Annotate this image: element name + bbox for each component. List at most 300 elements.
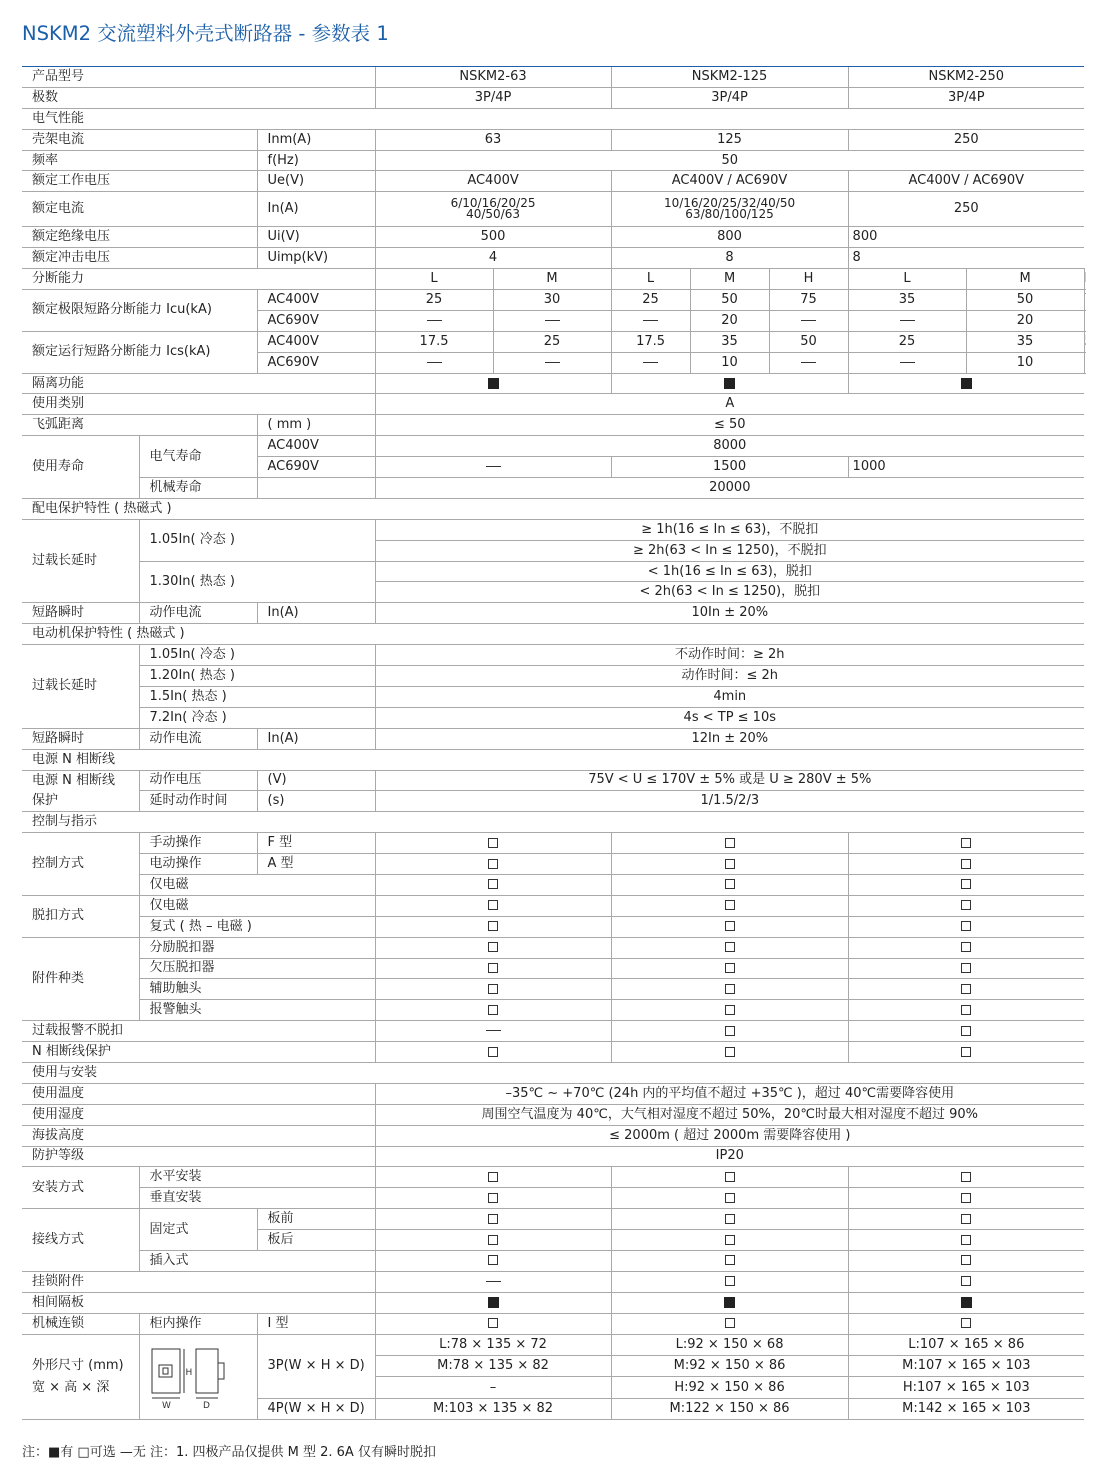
row-label: 仅电磁	[139, 874, 375, 895]
row-label: 使用湿度	[22, 1104, 375, 1125]
grade: M	[966, 269, 1084, 290]
section-header	[22, 749, 1085, 770]
none-mark	[611, 310, 690, 331]
row-label: 复式 ( 热 – 电磁 )	[139, 916, 375, 937]
optional-mark	[848, 874, 1084, 895]
table-row	[22, 979, 1085, 1000]
cell: 75	[769, 290, 848, 311]
cell: 4	[375, 248, 611, 269]
cell: 3P/4P	[848, 87, 1084, 108]
none-mark	[1084, 352, 1085, 373]
unit	[257, 478, 375, 499]
optional-mark	[848, 916, 1084, 937]
row-label	[22, 1334, 139, 1420]
row-label: 延时动作时间	[139, 791, 257, 812]
optional-mark	[375, 1250, 611, 1271]
row-label: 分断能力	[22, 269, 375, 290]
table-row	[22, 791, 1085, 812]
optional-mark	[375, 874, 611, 895]
optional-mark	[848, 1313, 1084, 1334]
cell: 50	[769, 331, 848, 352]
table-row	[22, 87, 1085, 108]
filled-mark	[848, 373, 1084, 394]
row-label: 仅电磁	[139, 895, 375, 916]
optional-mark	[611, 833, 848, 854]
unit: 板前	[257, 1209, 375, 1230]
grade: H	[769, 269, 848, 290]
table-row	[22, 1250, 1085, 1271]
table-row	[22, 436, 1085, 457]
none-mark	[848, 310, 966, 331]
cell: ≤ 50	[375, 415, 1084, 436]
table-row	[22, 561, 1085, 582]
optional-mark	[375, 1209, 611, 1230]
cell: L:107 × 165 × 86	[848, 1334, 1084, 1355]
optional-mark	[848, 895, 1084, 916]
unit: f(Hz)	[257, 150, 375, 171]
optional-mark	[848, 958, 1084, 979]
unit: AC690V	[257, 310, 375, 331]
row-label: 极数	[22, 87, 375, 108]
model-header: NSKM2-63	[375, 67, 611, 88]
optional-mark	[848, 1042, 1084, 1063]
unit: AC400V	[257, 290, 375, 311]
cell: AC400V	[375, 171, 611, 192]
unit: AC400V	[257, 331, 375, 352]
grade: L	[375, 269, 493, 290]
table-row	[22, 707, 1085, 728]
row-label: 手动操作	[139, 833, 257, 854]
section-title: 控制与指示	[22, 812, 1084, 833]
optional-mark	[848, 1209, 1084, 1230]
row-label: 相间隔板	[22, 1292, 375, 1313]
optional-mark	[375, 958, 611, 979]
table-row	[22, 519, 1085, 540]
cell: 周围空气温度为 40℃，大气相对湿度不超过 50%，20℃时最大相对湿度不超过 90%	[375, 1104, 1084, 1125]
cell: 动作时间：≤ 2h	[375, 666, 1084, 687]
table-row	[22, 770, 1085, 791]
optional-mark	[848, 833, 1084, 854]
optional-mark	[848, 1021, 1084, 1042]
row-label: 电动操作	[139, 854, 257, 875]
page-title: NSKM2 交流塑料外壳式断路器 - 参数表 1	[22, 22, 389, 45]
table-row	[22, 854, 1085, 875]
cell: M:92 × 150 × 86	[611, 1355, 848, 1376]
cell	[611, 192, 848, 227]
section-header	[22, 498, 1085, 519]
optional-mark	[848, 1188, 1084, 1209]
optional-mark	[611, 1021, 848, 1042]
cell: –35℃ ~ +70℃ (24h 内的平均值不超过 +35℃ )，超过 40℃需要降容使用	[375, 1083, 1084, 1104]
cell: 800	[611, 227, 848, 248]
row-label: 额定极限短路分断能力 Icu(kA)	[22, 290, 257, 332]
table-row	[22, 1313, 1085, 1334]
unit: I 型	[257, 1313, 375, 1334]
row-label: 动作电流	[139, 603, 257, 624]
cell: 35	[966, 331, 1084, 352]
unit: AC400V	[257, 436, 375, 457]
cell: H:92 × 150 × 86	[611, 1377, 848, 1398]
row-label: 使用温度	[22, 1083, 375, 1104]
cell: 250	[848, 192, 1084, 227]
optional-mark	[375, 833, 611, 854]
cell: 30	[493, 290, 611, 311]
table-row	[22, 1271, 1085, 1292]
row-label: 额定电流	[22, 192, 257, 227]
unit: (V)	[257, 770, 375, 791]
row-label: 附件种类	[22, 937, 139, 1021]
unit: 4P(W × H × D)	[257, 1398, 375, 1419]
optional-mark	[848, 1000, 1084, 1021]
row-label: 报警触头	[139, 1000, 375, 1021]
section-header	[22, 624, 1085, 645]
table-row	[22, 1042, 1085, 1063]
unit: Inm(A)	[257, 129, 375, 150]
unit: (s)	[257, 791, 375, 812]
row-label: 机械寿命	[139, 478, 257, 499]
none-mark	[611, 352, 690, 373]
unit: In(A)	[257, 603, 375, 624]
svg-text:W: W	[161, 1400, 171, 1409]
cell: 3P/4P	[611, 87, 848, 108]
unit: Uimp(kV)	[257, 248, 375, 269]
optional-mark	[375, 937, 611, 958]
section-header	[22, 1062, 1085, 1083]
cell: 8	[848, 248, 1084, 269]
table-row	[22, 833, 1085, 854]
cell: H:107 × 165 × 103	[848, 1377, 1084, 1398]
row-label: 产品型号	[22, 67, 375, 88]
cell: 20	[690, 310, 769, 331]
table-row	[22, 916, 1085, 937]
row-label: 额定工作电压	[22, 171, 257, 192]
table-row	[22, 129, 1085, 150]
cell: 1000	[848, 457, 1084, 478]
unit: ( mm )	[257, 415, 375, 436]
row-label: 电源 N 相断线	[32, 772, 115, 788]
optional-mark	[611, 1167, 848, 1188]
row-label: 动作电压	[139, 770, 257, 791]
cell: 17.5	[611, 331, 690, 352]
row-label: 频率	[22, 150, 257, 171]
cell: 17.5	[375, 331, 493, 352]
cell: 8000	[375, 436, 1084, 457]
row-label: 柜内操作	[139, 1313, 257, 1334]
optional-mark	[611, 1042, 848, 1063]
row-label: 接线方式	[22, 1209, 139, 1272]
cell: M:78 × 135 × 82	[375, 1355, 611, 1376]
optional-mark	[611, 874, 848, 895]
table-row	[22, 331, 1085, 352]
spec-table	[22, 66, 1085, 1420]
row-label: 控制方式	[22, 833, 139, 896]
row-label: 1.5In( 热态 )	[139, 686, 375, 707]
model-header: NSKM2-125	[611, 67, 848, 88]
row-label: 欠压脱扣器	[139, 958, 375, 979]
optional-mark	[375, 1167, 611, 1188]
cell-line: 63/80/100/125	[685, 207, 774, 222]
table-row	[22, 1292, 1085, 1313]
none-mark	[375, 352, 493, 373]
row-label: 额定绝缘电压	[22, 227, 257, 248]
row-label: 安装方式	[22, 1167, 139, 1209]
row-label: 短路瞬时	[22, 603, 139, 624]
row-label: 飞弧距离	[22, 415, 257, 436]
unit: 3P(W × H × D)	[257, 1334, 375, 1398]
cell: ≤ 2000m ( 超过 2000m 需要降容使用 )	[375, 1125, 1084, 1146]
row-label: 固定式	[139, 1209, 257, 1251]
none-mark	[1084, 310, 1085, 331]
cell: M:142 × 165 × 103	[848, 1398, 1084, 1419]
cell	[375, 192, 611, 227]
optional-mark	[611, 979, 848, 1000]
table-row	[22, 728, 1085, 749]
table-row	[22, 1209, 1085, 1230]
table-row	[22, 269, 1085, 290]
optional-mark	[848, 854, 1084, 875]
table-row	[22, 874, 1085, 895]
dimension-diagram	[139, 1334, 257, 1420]
row-label: 插入式	[139, 1250, 375, 1271]
section-title: 使用与安装	[22, 1062, 1084, 1083]
unit: In(A)	[257, 192, 375, 227]
section-title: 电动机保护特性 ( 热磁式 )	[22, 624, 1084, 645]
cell: ≥ 1h(16 ≤ In ≤ 63)，不脱扣	[375, 519, 1084, 540]
cell: 63	[375, 129, 611, 150]
cell: 250	[848, 129, 1084, 150]
cell: 10	[966, 352, 1084, 373]
cell: 25	[493, 331, 611, 352]
table-row	[22, 1021, 1085, 1042]
cell: 35	[690, 331, 769, 352]
filled-mark	[611, 1292, 848, 1313]
cell: A	[375, 394, 1084, 415]
svg-text:D: D	[202, 1400, 210, 1409]
table-row	[22, 686, 1085, 707]
row-label: 水平安装	[139, 1167, 375, 1188]
row-label: 额定冲击电压	[22, 248, 257, 269]
optional-mark	[848, 1271, 1084, 1292]
cell: 20	[966, 310, 1084, 331]
none-mark	[493, 310, 611, 331]
none-mark	[375, 1271, 611, 1292]
grade: L	[611, 269, 690, 290]
footnote: 注：■有 □可选 —无 注：1. 四极产品仅提供 M 型 2. 6A 仅有瞬时脱扣	[22, 1445, 436, 1460]
filled-mark	[848, 1292, 1084, 1313]
none-mark	[769, 352, 848, 373]
cell: 不动作时间：≥ 2h	[375, 645, 1084, 666]
optional-mark	[848, 979, 1084, 1000]
cell: AC400V / AC690V	[611, 171, 848, 192]
row-label: 保护	[22, 791, 139, 812]
table-row	[22, 1146, 1085, 1167]
grade: L	[848, 269, 966, 290]
cell: 50	[375, 150, 1084, 171]
cell: 4s < TP ≤ 10s	[375, 707, 1084, 728]
grade: M	[690, 269, 769, 290]
cell: L:92 × 150 × 68	[611, 1334, 848, 1355]
row-label: 垂直安装	[139, 1188, 375, 1209]
unit: In(A)	[257, 728, 375, 749]
none-mark	[375, 1021, 611, 1042]
cell-line: 6/10/16/20/25	[450, 196, 536, 211]
section-title: 电气性能	[22, 108, 1084, 129]
cell: 25	[375, 290, 493, 311]
cell	[1084, 331, 1085, 352]
dim-label-a: 外形尺寸 (mm)	[32, 1357, 124, 1373]
cell: 25	[848, 331, 966, 352]
cell: < 1h(16 ≤ In ≤ 63)，脱扣	[375, 561, 1084, 582]
cell: 125	[611, 129, 848, 150]
optional-mark	[848, 1250, 1084, 1271]
cell: 10In ± 20%	[375, 603, 1084, 624]
filled-mark	[375, 373, 611, 394]
cell: 25	[611, 290, 690, 311]
filled-mark	[375, 1292, 611, 1313]
table-row	[22, 1167, 1085, 1188]
row-label: 电气寿命	[139, 436, 257, 478]
row-label: 短路瞬时	[22, 728, 139, 749]
table-row	[22, 1083, 1085, 1104]
row-label: 隔离功能	[22, 373, 375, 394]
cell: 500	[375, 227, 611, 248]
cell: 12In ± 20%	[375, 728, 1084, 749]
dim-label-b: 宽 × 高 × 深	[32, 1379, 110, 1395]
table-row	[22, 1000, 1085, 1021]
optional-mark	[611, 937, 848, 958]
cell: M:103 × 135 × 82	[375, 1398, 611, 1419]
cell: AC400V / AC690V	[848, 171, 1084, 192]
optional-mark	[375, 1188, 611, 1209]
row-label: 海拔高度	[22, 1125, 375, 1146]
optional-mark	[375, 1230, 611, 1251]
cell: 35	[848, 290, 966, 311]
unit: AC690V	[257, 457, 375, 478]
cell: 75V < U ≤ 170V ± 5% 或是 U ≥ 280V ± 5%	[375, 770, 1084, 791]
unit: A 型	[257, 854, 375, 875]
optional-mark	[611, 1313, 848, 1334]
section-header	[22, 108, 1085, 129]
optional-mark	[375, 854, 611, 875]
section-title: 电源 N 相断线	[22, 749, 1084, 770]
optional-mark	[848, 1167, 1084, 1188]
table-row	[22, 415, 1085, 436]
cell: 4min	[375, 686, 1084, 707]
breaker-outline-icon	[150, 1345, 232, 1409]
cell: M:122 × 150 × 86	[611, 1398, 848, 1419]
cell: 800	[848, 227, 1084, 248]
cell: IP20	[375, 1146, 1084, 1167]
optional-mark	[375, 979, 611, 1000]
row-label: 脱扣方式	[22, 895, 139, 937]
optional-mark	[611, 1271, 848, 1292]
table-row	[22, 895, 1085, 916]
none-mark	[375, 310, 493, 331]
row-label: N 相断线保护	[22, 1042, 375, 1063]
row-label: 壳架电流	[22, 129, 257, 150]
optional-mark	[848, 937, 1084, 958]
row-label: 1.05In( 冷态 )	[139, 645, 375, 666]
optional-mark	[611, 916, 848, 937]
row-label: 辅助触头	[139, 979, 375, 1000]
row-label: 分励脱扣器	[139, 937, 375, 958]
row-label: 1.05In( 冷态 )	[139, 519, 375, 561]
optional-mark	[375, 1042, 611, 1063]
table-row	[22, 290, 1085, 311]
optional-mark	[611, 1230, 848, 1251]
unit: 板后	[257, 1230, 375, 1251]
cell: 1/1.5/2/3	[375, 791, 1084, 812]
cell	[1084, 290, 1085, 311]
optional-mark	[375, 1000, 611, 1021]
row-label: 过载报警不脱扣	[22, 1021, 375, 1042]
optional-mark	[375, 916, 611, 937]
cell: 3P/4P	[375, 87, 611, 108]
row-label: 1.30In( 热态 )	[139, 561, 375, 603]
table-row	[22, 150, 1085, 171]
optional-mark	[611, 1000, 848, 1021]
row-label: 1.20In( 热态 )	[139, 666, 375, 687]
model-header: NSKM2-250	[848, 67, 1084, 88]
row-label: 挂锁附件	[22, 1271, 375, 1292]
optional-mark	[375, 1313, 611, 1334]
optional-mark	[611, 1250, 848, 1271]
optional-mark	[611, 1209, 848, 1230]
none-mark	[769, 310, 848, 331]
table-row	[22, 958, 1085, 979]
cell: –	[375, 1377, 611, 1398]
optional-mark	[848, 1230, 1084, 1251]
table-row	[22, 171, 1085, 192]
optional-mark	[611, 854, 848, 875]
cell: < 2h(63 < In ≤ 1250)，脱扣	[375, 582, 1084, 603]
grade: M	[493, 269, 611, 290]
section-title: 配电保护特性 ( 热磁式 )	[22, 498, 1084, 519]
table-row	[22, 478, 1085, 499]
row-label: 7.2In( 冷态 )	[139, 707, 375, 728]
table-row	[22, 67, 1085, 88]
none-mark	[493, 352, 611, 373]
row-label: 额定运行短路分断能力 Ics(kA)	[22, 331, 257, 373]
row-label: 使用类别	[22, 394, 375, 415]
section-header	[22, 812, 1085, 833]
row-label: 使用寿命	[22, 436, 139, 499]
cell: M:107 × 165 × 103	[848, 1355, 1084, 1376]
cell: 50	[966, 290, 1084, 311]
row-label: 过载长延时	[22, 519, 139, 603]
optional-mark	[611, 895, 848, 916]
table-row	[22, 1334, 1085, 1355]
svg-text:H: H	[185, 1367, 192, 1378]
unit: F 型	[257, 833, 375, 854]
cell-line: 10/16/20/25/32/40/50	[663, 196, 796, 211]
optional-mark	[611, 958, 848, 979]
table-row	[22, 373, 1085, 394]
none-mark	[848, 352, 966, 373]
cell-line: 40/50/63	[466, 207, 520, 222]
table-row	[22, 394, 1085, 415]
cell: 10	[690, 352, 769, 373]
table-row	[22, 248, 1085, 269]
row-label: 防护等级	[22, 1146, 375, 1167]
table-row	[22, 1188, 1085, 1209]
cell: 50	[690, 290, 769, 311]
optional-mark	[375, 895, 611, 916]
grade	[1084, 269, 1085, 290]
none-mark	[375, 457, 611, 478]
optional-mark	[611, 1188, 848, 1209]
table-row	[22, 1125, 1085, 1146]
